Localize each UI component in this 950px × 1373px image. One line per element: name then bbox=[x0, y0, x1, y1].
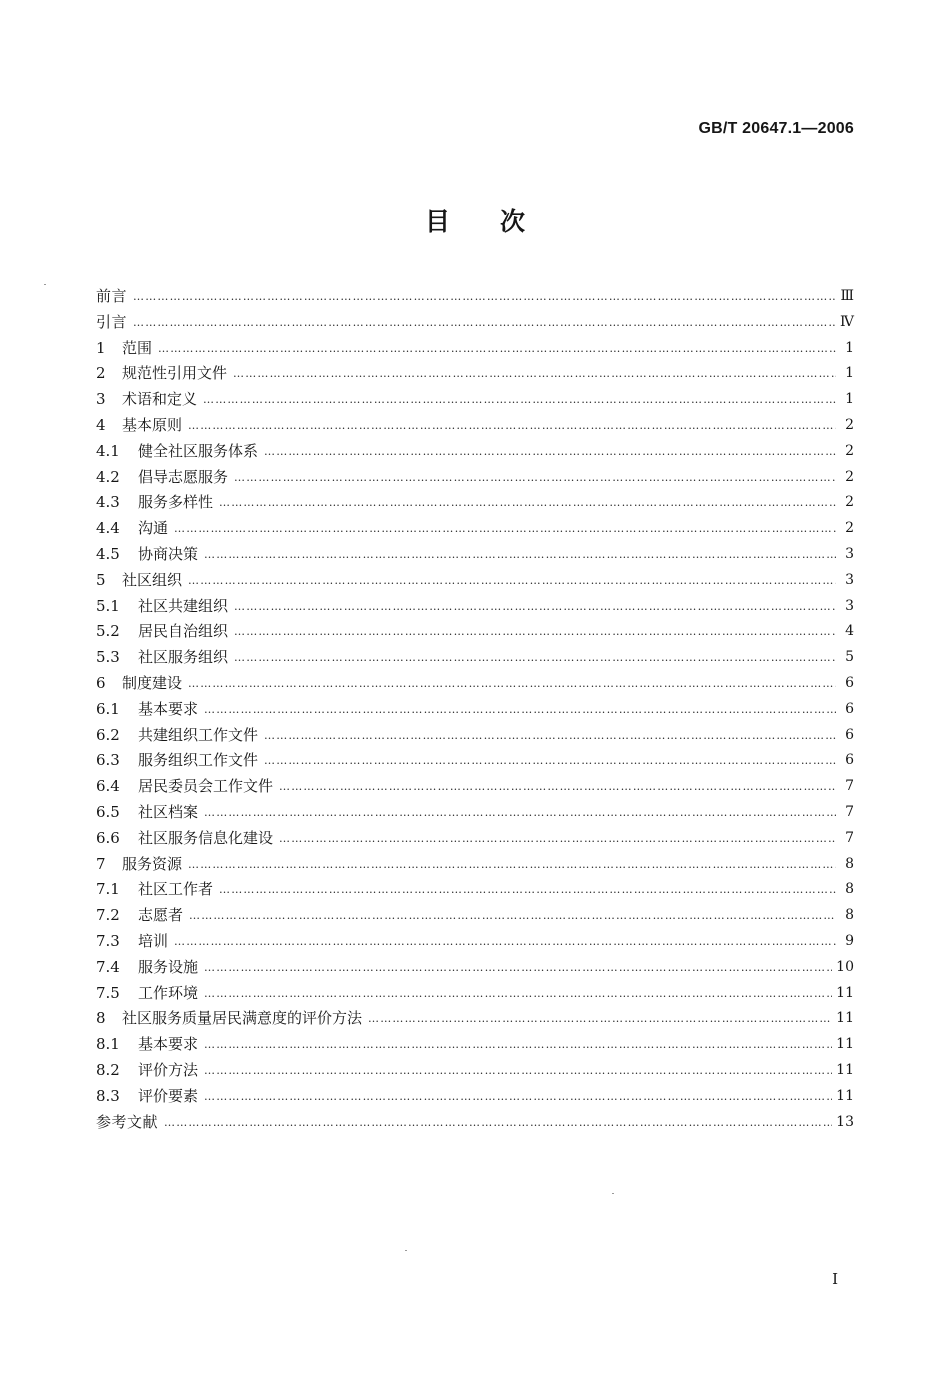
toc-entry-page: 2 bbox=[845, 468, 854, 485]
toc-entry-page: 6 bbox=[845, 700, 854, 717]
toc-leader-dots bbox=[219, 877, 836, 903]
toc-entry-page: 1 bbox=[845, 339, 854, 356]
toc-leader-dots bbox=[234, 645, 836, 671]
toc-entry-title: 社区服务质量居民满意度的评价方法 bbox=[122, 1009, 363, 1028]
toc-entry[interactable] bbox=[96, 955, 854, 981]
toc-leader-dots bbox=[204, 981, 832, 1007]
toc-leader-dots bbox=[204, 1032, 832, 1058]
toc-entry-title: 参考文献 bbox=[96, 1112, 159, 1131]
toc-entry-page: 1 bbox=[845, 365, 854, 382]
toc-leader-dots bbox=[188, 413, 836, 439]
toc-entry-number: 5 bbox=[96, 570, 106, 589]
toc-entry-number: 7 bbox=[96, 854, 106, 873]
toc-entry-number: 7.3 bbox=[96, 931, 120, 950]
toc-entry-page: 8 bbox=[845, 907, 854, 924]
toc-entry-title: 评价要素 bbox=[138, 1086, 199, 1105]
toc-entry[interactable] bbox=[96, 1084, 854, 1110]
toc-entry-number: 7.5 bbox=[96, 983, 120, 1002]
toc-entry[interactable] bbox=[96, 723, 854, 749]
toc-entry-number: 8.3 bbox=[96, 1086, 120, 1105]
toc-leader-dots bbox=[204, 697, 836, 723]
toc-entry-page: 2 bbox=[845, 442, 854, 459]
toc-entry-page: 3 bbox=[845, 597, 854, 614]
toc-leader-dots bbox=[174, 516, 836, 542]
toc-leader-dots bbox=[279, 826, 836, 852]
toc-entry[interactable] bbox=[96, 439, 854, 465]
toc-entry[interactable] bbox=[96, 361, 854, 387]
toc-leader-dots bbox=[204, 955, 832, 981]
toc-entry-page: Ⅲ bbox=[840, 288, 854, 304]
toc-entry[interactable] bbox=[96, 336, 854, 362]
toc-leader-dots bbox=[219, 490, 836, 516]
toc-entry-title: 服务资源 bbox=[122, 854, 183, 873]
toc-entry[interactable] bbox=[96, 671, 854, 697]
toc-leader-dots bbox=[188, 852, 836, 878]
toc-entry-page: 6 bbox=[845, 752, 854, 769]
toc-leader-dots bbox=[204, 1058, 832, 1084]
scan-speck bbox=[405, 1250, 407, 1251]
toc-entry-page: 11 bbox=[836, 984, 854, 1001]
toc-entry[interactable] bbox=[96, 542, 854, 568]
toc-entry-number: 6.6 bbox=[96, 828, 120, 847]
toc-leader-dots bbox=[279, 774, 836, 800]
toc-entry-title: 培训 bbox=[138, 931, 169, 950]
toc-entry-number: 4.2 bbox=[96, 467, 120, 486]
toc-entry-title: 基本原则 bbox=[122, 415, 183, 434]
toc-entry[interactable] bbox=[96, 1032, 854, 1058]
toc-entry-page: 10 bbox=[836, 958, 854, 975]
toc-entry-page: 7 bbox=[845, 778, 854, 795]
toc-entry-number: 8.1 bbox=[96, 1035, 120, 1054]
toc-leader-dots bbox=[264, 723, 836, 749]
toc-leader-dots bbox=[188, 568, 836, 594]
toc-entry-number: 4.5 bbox=[96, 544, 120, 563]
toc-entry-page: 8 bbox=[845, 881, 854, 898]
toc-entry-page: 4 bbox=[845, 623, 854, 640]
toc-leader-dots bbox=[234, 619, 836, 645]
toc-entry[interactable] bbox=[96, 310, 854, 336]
toc-entry-title: 居民自治组织 bbox=[138, 622, 229, 641]
toc-entry[interactable] bbox=[96, 1110, 854, 1136]
toc-entry-page: 11 bbox=[836, 1061, 854, 1078]
toc-leader-dots bbox=[264, 748, 836, 774]
toc-entry-number: 6.1 bbox=[96, 699, 120, 718]
toc-entry-number: 6.5 bbox=[96, 802, 120, 821]
toc-entry-title: 术语和定义 bbox=[122, 390, 198, 409]
toc-entry-title: 居民委员会工作文件 bbox=[138, 777, 274, 796]
toc-entry[interactable] bbox=[96, 1058, 854, 1084]
toc-leader-dots bbox=[189, 903, 836, 929]
toc-entry-page: 11 bbox=[836, 1087, 854, 1104]
toc-entry-title: 范围 bbox=[122, 338, 153, 357]
toc-entry-title: 协商决策 bbox=[138, 544, 199, 563]
toc-entry-title: 评价方法 bbox=[138, 1060, 199, 1079]
scan-speck bbox=[612, 1193, 614, 1194]
toc-entry[interactable] bbox=[96, 1006, 854, 1032]
scan-speck bbox=[44, 284, 46, 285]
toc-entry-title: 规范性引用文件 bbox=[122, 364, 228, 383]
toc-entry-page: Ⅳ bbox=[840, 313, 854, 330]
toc-entry[interactable] bbox=[96, 929, 854, 955]
toc-entry-title: 社区工作者 bbox=[138, 880, 214, 899]
toc-entry-page: 13 bbox=[836, 1113, 854, 1130]
toc-leader-dots bbox=[174, 929, 836, 955]
page-folio: I bbox=[832, 1270, 838, 1288]
toc-entry-number: 6.4 bbox=[96, 777, 120, 796]
toc-entry[interactable] bbox=[96, 594, 854, 620]
toc-entry-number: 7.1 bbox=[96, 880, 120, 899]
toc-entry-number: 7.2 bbox=[96, 906, 120, 925]
toc-leader-dots bbox=[234, 465, 836, 491]
toc-entry-title: 社区服务信息化建设 bbox=[138, 828, 274, 847]
toc-entry-page: 11 bbox=[836, 1010, 854, 1027]
toc-entry-page: 3 bbox=[845, 571, 854, 588]
toc-entry-title: 服务设施 bbox=[138, 957, 199, 976]
toc-leader-dots bbox=[204, 800, 836, 826]
toc-entry-number: 8 bbox=[96, 1009, 106, 1028]
toc-entry[interactable] bbox=[96, 800, 854, 826]
toc-entry-page: 6 bbox=[845, 674, 854, 691]
toc-entry[interactable] bbox=[96, 387, 854, 413]
toc-entry-page: 1 bbox=[845, 391, 854, 408]
toc-entry-number: 4.4 bbox=[96, 519, 120, 538]
toc-entry-title: 社区组织 bbox=[122, 570, 183, 589]
toc-entry-title: 倡导志愿服务 bbox=[138, 467, 229, 486]
toc-entry-title: 沟通 bbox=[138, 519, 169, 538]
toc-leader-dots bbox=[204, 542, 836, 568]
toc-leader-dots bbox=[233, 361, 836, 387]
toc-entry[interactable] bbox=[96, 516, 854, 542]
toc-entry-title: 工作环境 bbox=[138, 983, 199, 1002]
standard-number: GB/T 20647.1—2006 bbox=[698, 120, 854, 137]
toc-entry-title: 基本要求 bbox=[138, 699, 199, 718]
toc-entry-number: 6.3 bbox=[96, 751, 120, 770]
toc-entry-page: 7 bbox=[845, 803, 854, 820]
toc-entry-number: 8.2 bbox=[96, 1060, 120, 1079]
toc-entry[interactable] bbox=[96, 981, 854, 1007]
toc-entry-number: 5.2 bbox=[96, 622, 120, 641]
toc-entry[interactable] bbox=[96, 284, 854, 310]
toc-entry[interactable] bbox=[96, 490, 854, 516]
toc-leader-dots bbox=[234, 594, 836, 620]
toc-entry-title: 社区共建组织 bbox=[138, 596, 229, 615]
toc-leader-dots bbox=[164, 1110, 832, 1136]
toc-entry-title: 社区服务组织 bbox=[138, 648, 229, 667]
toc-entry-number: 4.1 bbox=[96, 441, 120, 460]
toc-entry-number: 4 bbox=[96, 415, 106, 434]
toc-entry-page: 8 bbox=[845, 855, 854, 872]
toc-entry-number: 2 bbox=[96, 364, 106, 383]
toc-entry-number: 5.1 bbox=[96, 596, 120, 615]
toc-entry-title: 健全社区服务体系 bbox=[138, 441, 259, 460]
toc-entry[interactable] bbox=[96, 413, 854, 439]
toc-entry-page: 9 bbox=[845, 932, 854, 949]
toc-entry-title: 志愿者 bbox=[138, 906, 184, 925]
toc-entry-title: 引言 bbox=[96, 312, 128, 331]
toc-entry[interactable] bbox=[96, 774, 854, 800]
page-title: 目 次 bbox=[424, 207, 525, 236]
toc-entry-title: 社区档案 bbox=[138, 802, 199, 821]
toc-entry[interactable] bbox=[96, 568, 854, 594]
toc-leader-dots bbox=[133, 310, 836, 336]
toc-entry-page: 7 bbox=[845, 829, 854, 846]
toc-entry-title: 基本要求 bbox=[138, 1035, 199, 1054]
toc-entry[interactable] bbox=[96, 748, 854, 774]
toc-entry-page: 3 bbox=[845, 545, 854, 562]
toc-entry-title: 服务多样性 bbox=[138, 493, 214, 512]
toc-entry-title: 前言 bbox=[96, 287, 128, 305]
toc-entry-page: 2 bbox=[845, 416, 854, 433]
toc-leader-dots bbox=[264, 439, 836, 465]
toc-entry[interactable] bbox=[96, 465, 854, 491]
toc-entry-title: 制度建设 bbox=[122, 673, 183, 692]
toc-entry-page: 6 bbox=[845, 726, 854, 743]
toc-entry-number: 6.2 bbox=[96, 725, 120, 744]
toc-entry-page: 2 bbox=[845, 520, 854, 537]
toc-entry[interactable] bbox=[96, 877, 854, 903]
toc-entry-number: 4.3 bbox=[96, 493, 120, 512]
toc-leader-dots bbox=[368, 1006, 832, 1032]
toc-entry-page: 2 bbox=[845, 494, 854, 511]
toc-leader-dots bbox=[203, 387, 836, 413]
toc-leader-dots bbox=[133, 284, 836, 310]
toc-entry-page: 5 bbox=[845, 649, 854, 666]
toc-entry-number: 7.4 bbox=[96, 957, 120, 976]
toc-entry[interactable] bbox=[96, 852, 854, 878]
toc-leader-dots bbox=[204, 1084, 832, 1110]
toc-entry-number: 3 bbox=[96, 390, 106, 409]
table-of-contents bbox=[96, 284, 854, 1135]
toc-entry[interactable] bbox=[96, 645, 854, 671]
toc-entry[interactable] bbox=[96, 619, 854, 645]
toc-entry[interactable] bbox=[96, 826, 854, 852]
toc-leader-dots bbox=[188, 671, 836, 697]
toc-entry-title: 共建组织工作文件 bbox=[138, 725, 259, 744]
toc-leader-dots bbox=[158, 336, 836, 362]
toc-entry-title: 服务组织工作文件 bbox=[138, 751, 259, 770]
toc-entry-page: 11 bbox=[836, 1036, 854, 1053]
toc-entry-number: 1 bbox=[96, 338, 106, 357]
toc-entry-number: 5.3 bbox=[96, 648, 120, 667]
toc-entry-number: 6 bbox=[96, 673, 106, 692]
toc-entry[interactable] bbox=[96, 697, 854, 723]
toc-entry[interactable] bbox=[96, 903, 854, 929]
